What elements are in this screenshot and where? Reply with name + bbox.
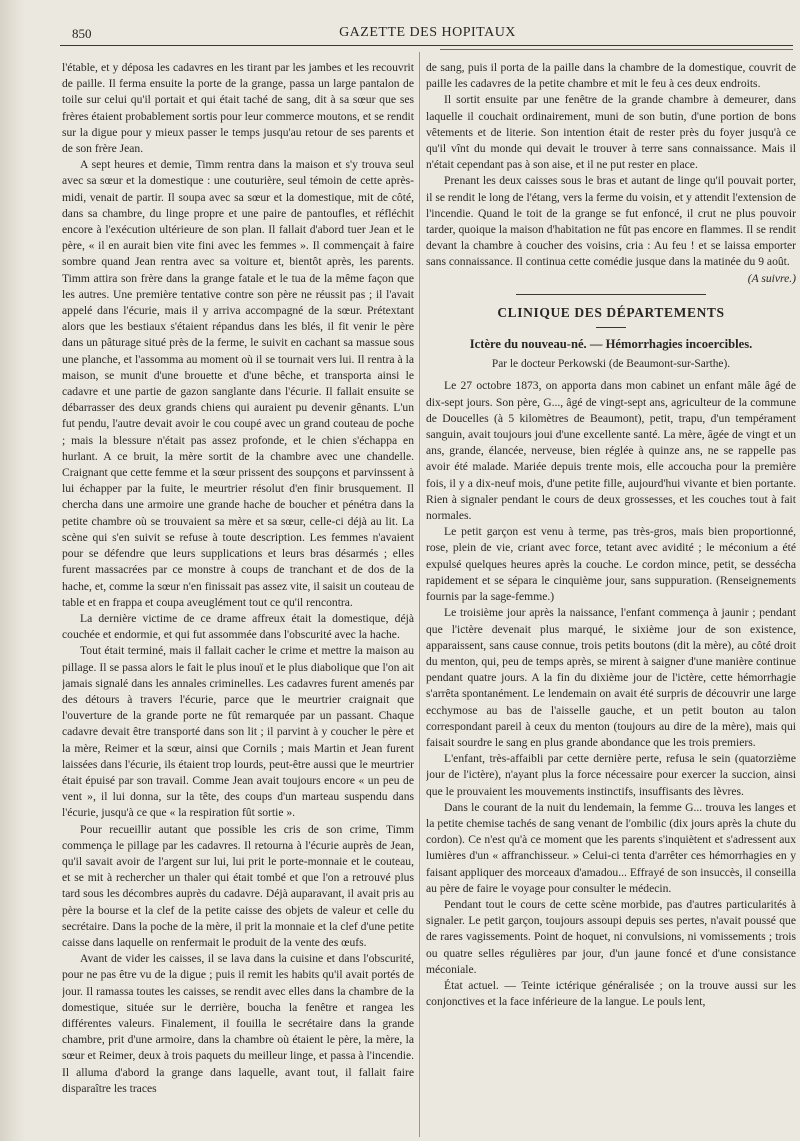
paragraph: Tout était terminé, mais il fallait cacher le crime et mettre la maison au pillage. Il se passa alors le fait le plus inouï et le plus diabolique que l'on ait jamais signalé dans les annales criminelles. Les cadavres furent amenés par des détours à travers l'écurie, parce que le meurtrier craignait que l'ouverture de la grande porte ne fût remarquée par un passant. Chaque cadavre devait être transporté dans son lit ; il parvint à y coucher le père et la mère, Reimer et la sœur, ainsi que Cornils ; mais Martin et Jean furent laissées dans l'écurie, ils étaient trop lourds, peut-être aussi que le meurtrier était épuisé par son travail. Comme Jean avait toujours encore « un peu de vent », il lui donna, sur la tête, des coups d'un marteau suspendu dans l'écurie, jusqu'à ce que « la respiration fût sortie ». xyxy=(62,644,414,820)
journal-title: GAZETTE DES HOPITAUX xyxy=(339,25,516,40)
paragraph: Pendant tout le cours de cette scène morbide, pas d'autres particularités à signaler. Le petit garçon, toujours assoupi depuis ses pertes, n'avait poussé que de rares vagissements. Point de hoquet, ni convulsions, ni vomissements ; trois ou quatre selles régulières par jour, d'un jaune foncé et d'une consistance méconiale. xyxy=(426,897,796,976)
paragraph: Il sortit ensuite par une fenêtre de la grande chambre à demeurer, dans laquelle il couchait ordinairement, muni de son butin, d'une portion de bons vêtements et de literie. Son intention était de rester près du foyer jusqu'à ce qu'il vînt du monde qui devait le trouver à terre sans connaissance. Mais il n'était cependant pas à son aise, et il ne put rester en place. xyxy=(426,93,796,172)
page-binding-edge xyxy=(0,0,26,1141)
short-rule xyxy=(596,327,626,328)
right-column xyxy=(426,60,796,1140)
left-column xyxy=(62,60,414,1140)
paragraph: L'enfant, très-affaibli par cette dernière perte, refusa le sein (quatorzième jour de l'ictère), n'ayant plus la force nécessaire pour exercer la succion, ainsi que le prouvaient les mouvements instinctifs, insuffisants des lèvres. xyxy=(426,752,796,798)
paragraph: de sang, puis il porta de la paille dans la chambre de la domestique, couvrit de paille les cadavres de la petite chambre et mit le feu à ces deux endroits. xyxy=(426,61,796,91)
paragraph: Prenant les deux caisses sous le bras et autant de linge qu'il pouvait porter, il se rendit le long de l'étang, vers la ferme du voisin, et y attendit l'extension de l'incendie. Quand le toit de la grange se fut enfoncé, il crut ne plus pouvoir tarder, quoique la maison d'habitation ne fût pas encore en flammes. Il se rendit devant la chambre à coucher des voisins, cria : Au feu ! et se laissa emporter sans connaissance. Il continua cette comédie jusque dans la matinée du 9 août. xyxy=(426,174,796,269)
to-be-continued: (A suivre.) xyxy=(747,271,796,285)
header-rule-secondary xyxy=(440,49,793,50)
paragraph: État actuel. — Teinte ictérique généralisée ; on la trouve aussi sur les conjonctives et la face inférieure de la langue. Le pouls lent, xyxy=(426,978,796,1009)
section-title: CLINIQUE DES DÉPARTEMENTS xyxy=(497,304,725,320)
article-title: Ictère du nouveau-né. — Hémorrhagies incoercibles. xyxy=(469,337,753,352)
paragraph: Le petit garçon est venu à terme, pas très-gros, mais bien proportionné, rose, plein de vie, criant avec force, tetant avec avidité ; le méconium a été expulsé quelques heures après la couche. Le cordon mince, petit, se dessécha rapidement et se sépara le cinquième jour, sans suppuration. (Renseignements fournis par la sage-femme.) xyxy=(426,525,796,604)
page-number: 850 xyxy=(72,26,92,41)
paragraph: Dans le courant de la nuit du lendemain, la femme G... trouva les langes et la petite chemise tachés de sang venant de l'ombilic (dix jours après la chute du cordon). Ce n'est qu'à ce moment que les parents s'inquiètent et s'adressent aux lumières d'un « affranchisseur. » Celui-ci tenta d'arrêter ces hémorrhagies en y faisant appliquer des morceaux d'amadou... Effrayé de son insuccès, il conseilla au père de faire le voyage pour consulter le médecin. xyxy=(426,800,796,895)
column-separator xyxy=(419,52,420,1137)
header-rule xyxy=(60,45,793,46)
paragraph: A sept heures et demie, Timm rentra dans la maison et s'y trouva seul avec sa sœur et la domestique : une couturière, seul témoin de cette après-midi, venait de partir. Il soupa avec sa sœur et la domestique, mit de côté, dans sa chambre, du linge propre et une paire de pantoufles, et réfléchit encore à l'exécution ultérieure de son plan. Il fallait d'abord tuer Jean et le père, « il en aurait bien vite fini avec les femmes ». Il commençait à faire sombre quand Jean rentra avec sa voiture et, bientôt après, les parents. Timm attira son frère dans la grange fatale et le tua de la même façon que les autres. Une première tentative contre son père ne réussit pas ; il l'avait appelé dans l'écurie, mais il y arriva accompagné de la sœur. Prétextant alors que les bestiaux s'étaient répandus dans les blés, il fit venir le père dans un pâturage situé près de la ferme, le suivit en cachant sa massue sous une planche, et l'assomma au moment où il se tournait vers lui. Il rentra à la maison, se munit d'une brouette et d'une bêche, et transporta ainsi le cadavre et une partie de gazon sanglante dans l'écurie. Il fallait ensuite se débarrasser des deux grands chiens qui auraient pu devenir gênants. L'un fut pendu, l'autre devait avoir le cou coupé avec un grand couteau de poche ; mais la blessure n'était pas assez profonde, et le chien s'échappa en hurlant. A ce bruit, la mère sortit de la chambre avec une chandelle. Craignant que cette femme et la sœur prissent des soupçons et parvinssent à lui échapper par la fuite, le meurtrier résolut d'en finir brusquement. Il chercha dans une armoire une grande hache de boucher et pénétra dans la petite chambre où se trouvaient sa mère et sa sœur, celle-ci déjà au lit. La scène qui s'en suivit se refuse à toute description. Les femmes n'avaient pour se défendre que leurs supplications et leurs bras désarmés ; elles furent massacrées par ce monstre à coups de tranchant et de dos de la hache, et, comme la sœur n'en finissait pas assez vite, il saisit un couteau de table et en frappa et coupa aveuglément tout ce qu'il rencontra. xyxy=(62,158,414,609)
paragraph: Le 27 octobre 1873, on apporta dans mon cabinet un enfant mâle âgé de dix-sept jours. Son père, G..., âgé de vingt-sept ans, agriculteur de la commune de Doucelles (à 5 kilomètres de Beaumont), petit, trapu, d'un tempérament sanguin, avait toujours joui d'une excellente santé. La mère, âgée de vingt et un ans, grande, élancée, nerveuse, bien réglée à quinze ans, ne se rappelle pas avoir été malade. Mariée depuis trente mois, elle accoucha pour la première fois, il y a dix-neuf mois, d'une petite fille, aujourd'hui vivante et bien portante. Rien à signaler pendant le cours de deux grossesses, et les couches tout à fait normales. xyxy=(426,379,796,523)
paragraph: Pour recueillir autant que possible les cris de son crime, Timm commença le pillage par les cadavres. Il retourna à l'écurie auprès de Jean, qu'il savait avoir de l'argent sur lui, lui prit le porte-monnaie et le couteau, et se mit à rechercher un thaler qui était tombé et que l'on a retrouvé plus tard sous les décombres auprès du cadavre. Déjà auparavant, il avait pris au père la bourse et la clef de la petite caisse des objets de valeur et celle du secrétaire. Dans la poche de la mère, il prit la monnaie et la clef d'une petite caisse dans laquelle on renfermait le produit de la vente des œufs. xyxy=(62,822,414,949)
section-divider xyxy=(426,291,796,297)
paragraph: La dernière victime de ce drame affreux était la domestique, déjà couchée et endormie, et qui fut assommée dans l'obscurité avec la hache. xyxy=(62,611,414,642)
article-byline: Par le docteur Perkowski (de Beaumont-sur-Sarthe). xyxy=(491,358,731,371)
paragraph: Le troisième jour après la naissance, l'enfant commença à jaunir ; pendant que l'ictère devenait plus marqué, le sixième jour de son existence, apparaissent, sans cause connue, trois petits boutons (dit la mère), au côté droit du menton, qui, peu de temps après, se mirent à saigner d'une manière continue pendant quatre jours. A la fin du dixième jour de l'ictère, cette hémorrhagie s'arrêta spontanément. Le lendemain on avait été surpris de découvrir une large ecchymose au bas de l'aisselle gauche, et un petit bouton au talon correspondant pareil à ceux du menton (toujours au dire de la mère), mais qui faisait sourdre le sang en plus grande abondance que les trois premiers. xyxy=(426,606,796,749)
paragraph: Avant de vider les caisses, il se lava dans la cuisine et dans l'obscurité, pour ne pas être vu de la digue ; puis il remit les habits qu'il avait portés de jour. Il ramassa toutes les caisses, se rendit avec elles dans la chambre de la domestique, située sur le derrière, boucha la fenêtre et rangea les différentes valeurs. Finalement, il fouilla le secrétaire dans la grande chambre, prit d'une armoire, dans la chambre où étaient le père, la mère, la sœur et Reimer, deux à trois paquets du meilleur linge, et passa à l'incendie. Il alluma d'abord la grange dans laquelle, avant tout, il fallait faire disparaître les traces xyxy=(62,952,414,1095)
page-header xyxy=(60,20,795,46)
paragraph: l'étable, et y déposa les cadavres en les tirant par les jambes et les recouvrit de paille. Il ferma ensuite la porte de la grange, passa un large pantalon de toile sur celui qu'il portait et qui était taché de sang, dit à sa sœur que ses frères étaient probablement sortis pour leur commerce moutons, et se rendit sur la digue pour y mieux passer le temps jusqu'au retour de ses parents et de son frère Jean. xyxy=(62,61,414,156)
